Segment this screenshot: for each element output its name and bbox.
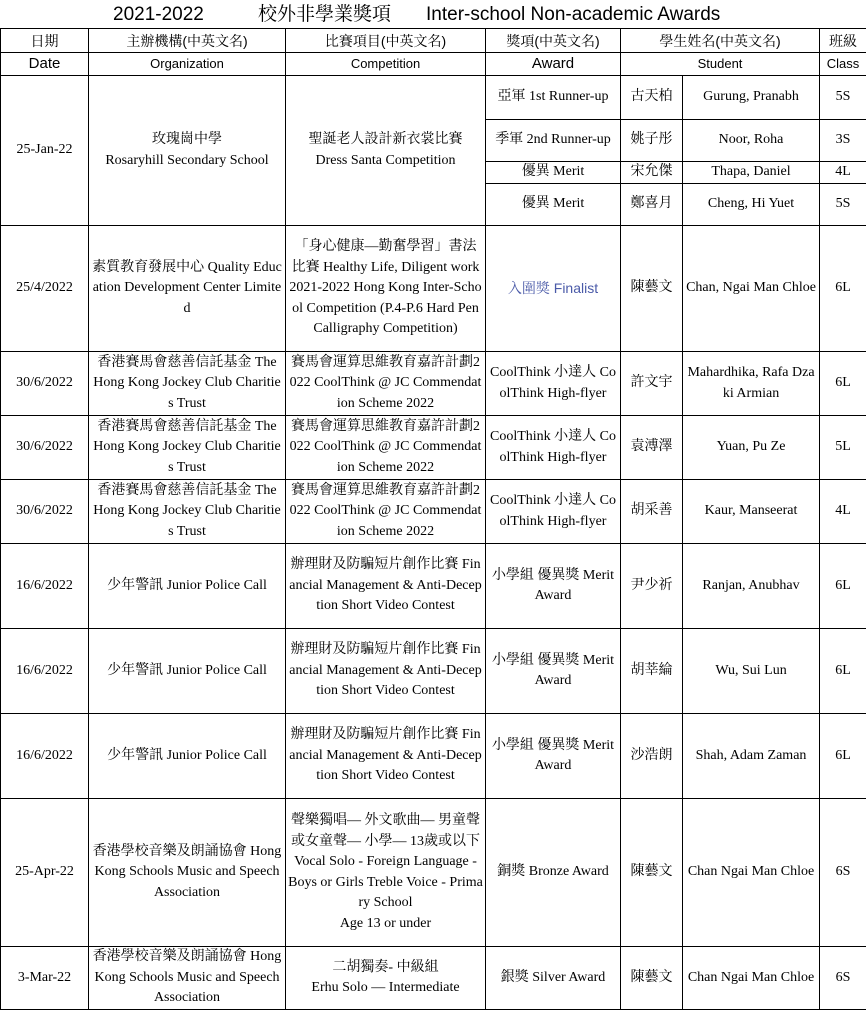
- student-name-en: Cheng, Hi Yuet: [683, 184, 820, 226]
- title-year: 2021-2022: [113, 4, 204, 25]
- competition-cell: 賽馬會運算思維教育嘉許計劃2022 CoolThink @ JC Commendation Scheme 2022: [286, 416, 486, 480]
- title-english: Inter-school Non-academic Awards: [426, 4, 721, 25]
- class-cell: 5L: [820, 416, 866, 480]
- header-date-en: Date: [1, 53, 89, 76]
- award-cell: 銅獎 Bronze Award: [486, 799, 621, 947]
- student-name-zh: 陳藝文: [621, 799, 683, 947]
- class-cell: 5S: [820, 76, 866, 120]
- header-date-zh: 日期: [1, 29, 89, 53]
- header-organization-en: Organization: [89, 53, 286, 76]
- header-organization-zh: 主辦機構(中英文名): [89, 29, 286, 53]
- organization-cell: [89, 76, 286, 226]
- header-competition-zh: 比賽項目(中英文名): [286, 29, 486, 53]
- student-name-en: Noor, Roha: [683, 120, 820, 162]
- competition-cell: 二胡獨奏- 中級組 Erhu Solo — Intermediate: [286, 947, 486, 1010]
- class-cell: 6L: [820, 629, 866, 714]
- competition-cell: 辦理財及防騙短片創作比賽 Financial Management & Anti-Deception Short Video Contest: [286, 629, 486, 714]
- header-class-zh: 班級: [820, 29, 866, 53]
- student-name-zh: 陳藝文: [621, 947, 683, 1010]
- organization-en: Rosaryhill Secondary School: [105, 152, 269, 168]
- student-name-en: Yuan, Pu Ze: [683, 416, 820, 480]
- organization-cell: 香港賽馬會慈善信託基金 The Hong Kong Jockey Club Charities Trust: [89, 352, 286, 416]
- award-cell: 小學組 優異獎 Merit Award: [486, 714, 621, 799]
- competition-cell: 賽馬會運算思維教育嘉許計劃2022 CoolThink @ JC Commendation Scheme 2022: [286, 352, 486, 416]
- class-cell: 6L: [820, 544, 866, 629]
- date-cell: 16/6/2022: [1, 629, 89, 714]
- date-cell: 16/6/2022: [1, 714, 89, 799]
- table-row: [1, 480, 866, 544]
- table-row: [1, 76, 866, 120]
- table-row: [1, 226, 866, 352]
- competition-cell: 聖誕老人設計新衣裳比賽 Dress Santa Competition: [286, 76, 486, 226]
- class-cell: 6L: [820, 714, 866, 799]
- header-student-en: Student: [621, 53, 820, 76]
- student-name-zh: 袁溥澤: [621, 416, 683, 480]
- date-cell: 3-Mar-22: [1, 947, 89, 1010]
- table-row: [1, 416, 866, 480]
- organization-cell: 香港賽馬會慈善信託基金 The Hong Kong Jockey Club Charities Trust: [89, 416, 286, 480]
- date-cell: 30/6/2022: [1, 416, 89, 480]
- award-cell: CoolThink 小達人 CoolThink High-flyer: [486, 352, 621, 416]
- award-cell: 季軍 2nd Runner-up: [486, 120, 621, 162]
- class-cell: 6L: [820, 352, 866, 416]
- student-name-en: Chan Ngai Man Chloe: [683, 947, 820, 1010]
- student-name-en: Wu, Sui Lun: [683, 629, 820, 714]
- student-name-zh: 胡采善: [621, 480, 683, 544]
- student-name-zh: 陳藝文: [621, 226, 683, 352]
- competition-cell: 賽馬會運算思維教育嘉許計劃2022 CoolThink @ JC Commendation Scheme 2022: [286, 480, 486, 544]
- table-row: [1, 714, 866, 799]
- class-cell: 6S: [820, 947, 866, 1010]
- organization-cell: 香港賽馬會慈善信託基金 The Hong Kong Jockey Club Charities Trust: [89, 480, 286, 544]
- student-name-en: Mahardhika, Rafa Dzaki Armian: [683, 352, 820, 416]
- award-cell: CoolThink 小達人 CoolThink High-flyer: [486, 480, 621, 544]
- date-cell: 30/6/2022: [1, 352, 89, 416]
- organization-zh: 玫瑰崗中學: [152, 132, 222, 147]
- date-cell: 25-Jan-22: [1, 76, 89, 226]
- student-name-en: Chan Ngai Man Chloe: [683, 799, 820, 947]
- date-cell: 16/6/2022: [1, 544, 89, 629]
- student-name-zh: 胡莘綸: [621, 629, 683, 714]
- header-row-english: [1, 53, 866, 76]
- award-cell: 小學組 優異獎 Merit Award: [486, 629, 621, 714]
- table-row: [1, 544, 866, 629]
- student-name-zh: 沙浩朗: [621, 714, 683, 799]
- student-name-zh: 鄭喜月: [621, 184, 683, 226]
- page-title: [0, 0, 866, 28]
- organization-cell: 香港學校音樂及朗誦協會 Hong Kong Schools Music and Speech Association: [89, 947, 286, 1010]
- header-class-en: Class: [820, 53, 866, 76]
- table-row: [1, 352, 866, 416]
- organization-cell: 少年警訊 Junior Police Call: [89, 714, 286, 799]
- student-name-zh: 尹少祈: [621, 544, 683, 629]
- competition-cell: 「身心健康—勤奮學習」書法比賽 Healthy Life, Diligent work 2021-2022 Hong Kong Inter-School Competition (P.4-P.6 Hard Pen Calligraphy Competition): [286, 226, 486, 352]
- student-name-en: Thapa, Daniel: [683, 162, 820, 184]
- award-cell: 入圍獎 Finalist: [486, 226, 621, 352]
- student-name-en: Kaur, Manseerat: [683, 480, 820, 544]
- award-cell: 小學組 優異獎 Merit Award: [486, 544, 621, 629]
- organization-cell: 香港學校音樂及朗誦協會 Hong Kong Schools Music and Speech Association: [89, 799, 286, 947]
- table-row: [1, 799, 866, 947]
- organization-cell: 少年警訊 Junior Police Call: [89, 629, 286, 714]
- organization-cell: 素質教育發展中心 Quality Education Development Center Limited: [89, 226, 286, 352]
- competition-cell: 辦理財及防騙短片創作比賽 Financial Management & Anti-Deception Short Video Contest: [286, 714, 486, 799]
- award-cell: 亞軍 1st Runner-up: [486, 76, 621, 120]
- header-row-chinese: [1, 29, 866, 53]
- header-award-en: Award: [486, 53, 621, 76]
- title-chinese: 校外非學業獎項: [258, 4, 392, 25]
- class-cell: 6L: [820, 226, 866, 352]
- table-row: [1, 947, 866, 1010]
- student-name-zh: 姚子彤: [621, 120, 683, 162]
- awards-table: [0, 28, 866, 1010]
- student-name-zh: 古天柏: [621, 76, 683, 120]
- class-cell: 6S: [820, 799, 866, 947]
- class-cell: 4L: [820, 480, 866, 544]
- class-cell: 5S: [820, 184, 866, 226]
- student-name-en: Gurung, Pranabh: [683, 76, 820, 120]
- student-name-zh: 許文宇: [621, 352, 683, 416]
- header-student-zh: 學生姓名(中英文名): [621, 29, 820, 53]
- student-name-zh: 宋允傑: [621, 162, 683, 184]
- date-cell: 25-Apr-22: [1, 799, 89, 947]
- student-name-en: Chan, Ngai Man Chloe: [683, 226, 820, 352]
- student-name-en: Shah, Adam Zaman: [683, 714, 820, 799]
- competition-cell: 聲樂獨唱— 外文歌曲— 男童聲或女童聲— 小學— 13歲或以下 Vocal Solo - Foreign Language - Boys or Girls Treble Voice - Primary School Age 13 or under: [286, 799, 486, 947]
- class-cell: 3S: [820, 120, 866, 162]
- header-award-zh: 獎項(中英文名): [486, 29, 621, 53]
- competition-cell: 辦理財及防騙短片創作比賽 Financial Management & Anti-Deception Short Video Contest: [286, 544, 486, 629]
- table-row: [1, 629, 866, 714]
- award-cell: 優異 Merit: [486, 184, 621, 226]
- award-cell: CoolThink 小達人 CoolThink High-flyer: [486, 416, 621, 480]
- award-cell: 銀獎 Silver Award: [486, 947, 621, 1010]
- award-cell: 優異 Merit: [486, 162, 621, 184]
- organization-cell: 少年警訊 Junior Police Call: [89, 544, 286, 629]
- header-competition-en: Competition: [286, 53, 486, 76]
- date-cell: 30/6/2022: [1, 480, 89, 544]
- date-cell: 25/4/2022: [1, 226, 89, 352]
- class-cell: 4L: [820, 162, 866, 184]
- student-name-en: Ranjan, Anubhav: [683, 544, 820, 629]
